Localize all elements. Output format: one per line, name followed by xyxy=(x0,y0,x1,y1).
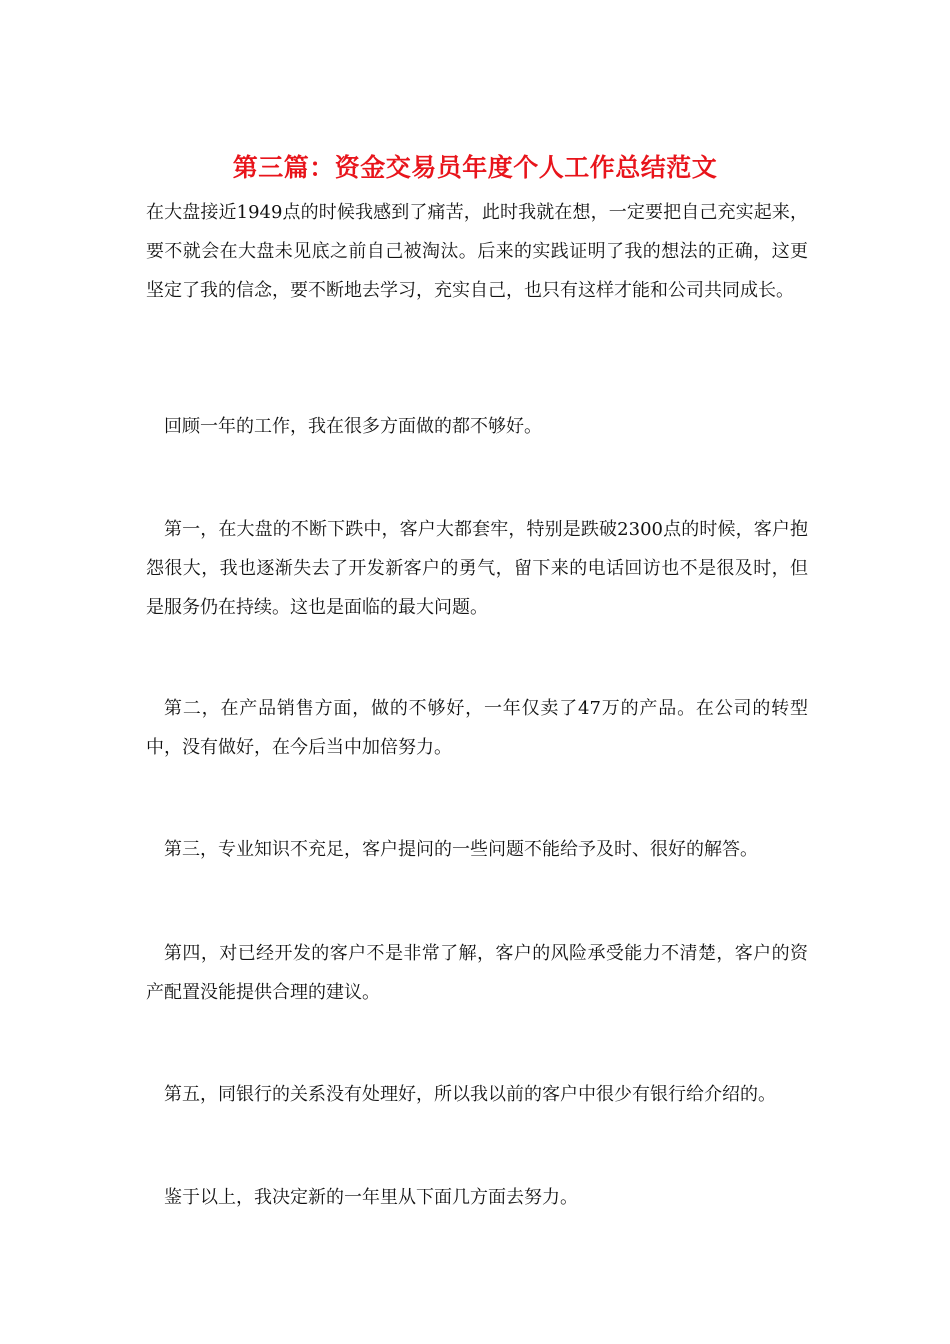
paragraph-point-2: 第二，在产品销售方面，做的不够好，一年仅卖了47万的产品。在公司的转型中，没有做好，在今后当中加倍努力。 xyxy=(146,698,808,758)
paragraph-point-5: 第五，同银行的关系没有处理好，所以我以前的客户中很少有银行给介绍的。 xyxy=(164,1084,776,1105)
paragraph-intro: 在大盘接近1949点的时候我感到了痛苦，此时我就在想，一定要把自己充实起来，要不就会在大盘未见底之前自己被淘汰。后来的实践证明了我的想法的正确，这更坚定了我的信念，要不断地去学习，充实自己，也只有这样才能和公司共同成长。 xyxy=(146,202,808,301)
document-title: 第三篇：资金交易员年度个人工作总结范文 xyxy=(232,153,718,182)
paragraph-conclusion: 鉴于以上，我决定新的一年里从下面几方面去努力。 xyxy=(164,1187,578,1208)
paragraph-point-1: 第一，在大盘的不断下跌中，客户大都套牢，特别是跌破2300点的时候，客户抱怨很大，我也逐渐失去了开发新客户的勇气，留下来的电话回访也不是很及时，但是服务仍在持续。这也是面临的最大问题。 xyxy=(146,519,808,618)
paragraph-point-3: 第三，专业知识不充足，客户提问的一些问题不能给予及时、很好的解答。 xyxy=(164,839,758,860)
paragraph-review: 回顾一年的工作，我在很多方面做的都不够好。 xyxy=(164,416,542,437)
paragraph-point-4: 第四，对已经开发的客户不是非常了解，客户的风险承受能力不清楚，客户的资产配置没能提供合理的建议。 xyxy=(146,943,808,1003)
